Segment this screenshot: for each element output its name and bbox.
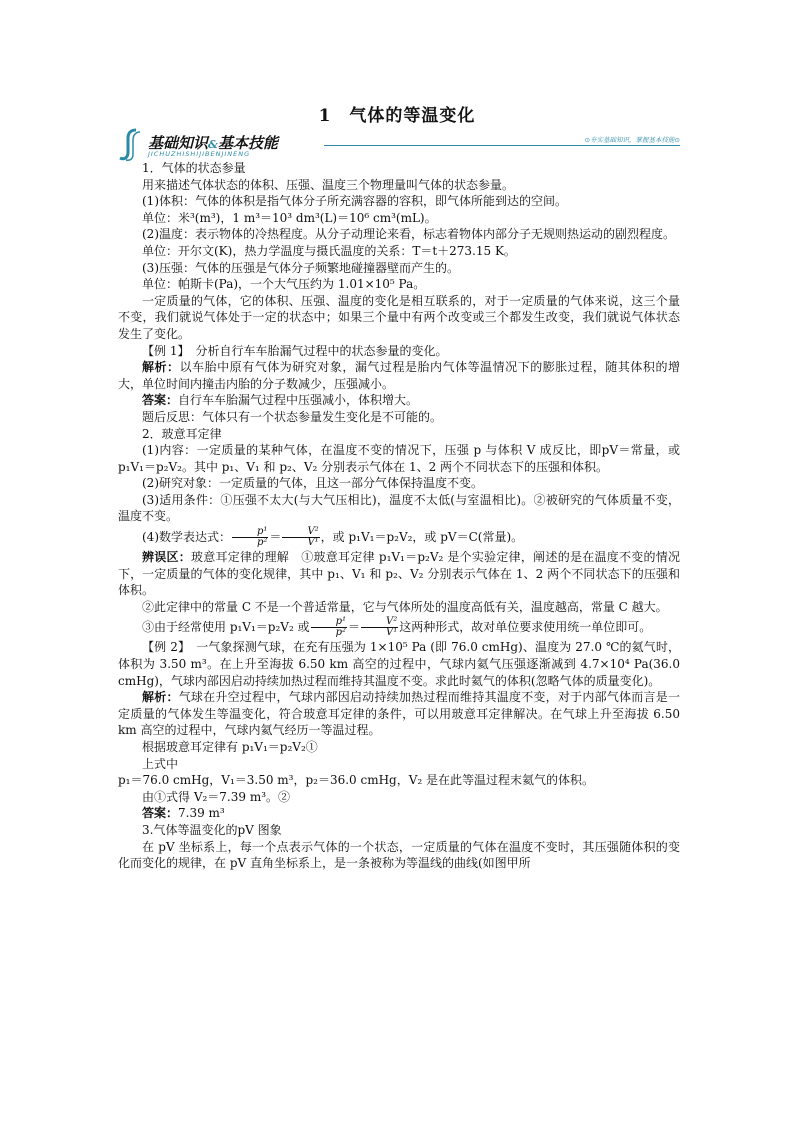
- banner-pinyin: JICHUZHISHIJIBENJINENG: [148, 150, 251, 158]
- paragraph: 单位：米³(m³)，1 m³＝10³ dm³(L)＝10⁶ cm³(mL)。: [142, 210, 437, 225]
- page-title: 1 气体的等温变化: [318, 106, 476, 126]
- paragraph: (2)研究对象：一定质量的气体，且这一部分气体保持温度不变。: [142, 476, 484, 491]
- equation: 根据玻意耳定律有 p₁V₁＝p₂V₂①: [142, 740, 318, 754]
- section-1-heading: 1．气体的状态参量: [142, 161, 246, 175]
- section-2-heading: 2．玻意耳定律: [142, 426, 222, 441]
- banner-title: 基础知识&基本技能: [148, 134, 278, 152]
- paragraph: (3)适用条件：①压强不太大(与大气压相比)，温度不太低(与室温相比)。②被研究的气体质量不变，温度不变。: [118, 492, 680, 524]
- math-expression: ③由于经常使用 p₁V₁＝p₂V₂ 或 $\frac{\text{p¹}}{\text{p²}}$ ＝ $\frac{\text{V²}}{\text{V¹}}$ 这两种形式，故对单位要求使用统一单位即可。: [142, 616, 652, 639]
- paragraph: 一定质量的气体，它的体积、压强、温度的变化是相互联系的，对于一定质量的气体来说，这三个量不变，我们就说气体处于一定的状态中；如果三个量中有两个改变或三个都发生改变，我们就说气体状态发生了变化。: [118, 293, 680, 341]
- paragraph: 上式中: [142, 756, 179, 771]
- section-3-heading: 3.气体等温变化的pV 图象: [142, 822, 282, 837]
- document-body: [118, 160, 680, 872]
- paragraph: (1)内容：一定质量的某种气体，在温度不变的情况下，压强 p 与体积 V 成反比，即pV＝常量，或 p₁V₁＝p₂V₂。其中 p₁、V₁ 和 p₂、V₂ 分别表示气体在 1、2 两个不同状态下的压强和体积。: [118, 443, 680, 474]
- math-expression: (4)数学表达式： $\frac{\text{p¹}}{\text{p²}}$ ＝ $\frac{\text{V²}}{\text{V¹}}$ ，或 p₁V₁＝p₂V₂，或 pV＝C(常量)。: [142, 526, 524, 549]
- example-2-analysis: 解析：气球在升空过程中，气球内部因启动持续加热过程而维持其温度不变，对于内部气体而言是一定质量的气体发生等温变化，符合玻意耳定律的条件，可以用玻意耳定律解决。在气球上升至海拔 6.50 km 高空的过程中，气球内氦气经历一等温过程。: [118, 690, 680, 738]
- fraction-p: $\frac{\text{p¹}}{\text{p²}}$: [232, 527, 268, 548]
- fraction-p: $\frac{\text{p¹}}{\text{p²}}$: [311, 617, 347, 638]
- fraction-v: $\frac{\text{V²}}{\text{V¹}}$: [282, 527, 319, 548]
- paragraph: (1)体积：气体的体积是指气体分子所充满容器的容积，即气体所能到达的空间。: [142, 194, 568, 209]
- example-2-question: 【例 2】 一气象探测气球，在充有压强为 1×10⁵ Pa (即 76.0 cmHg)、温度为 27.0 ℃的氦气时，体积为 3.50 m³。在上升至海拔 6.50 km 高空的过程中，气球内氦气压强逐渐减到 4.7×10⁴ Pa(36.0 cmHg)，气球内部因启动持续加热过程而维持其温度不变。求此时氦气的体积(忽略气体的质量变化)。: [118, 640, 680, 688]
- paragraph: (3)压强：气体的压强是气体分子频繁地碰撞器壁而产生的。: [142, 260, 460, 275]
- example-1-reflection: 题后反思：气体只有一个状态参量发生变化是不可能的。: [142, 409, 443, 424]
- paragraph: p₁＝76.0 cmHg，V₁＝3.50 m³，p₂＝36.0 cmHg，V₂ 是在此等温过程末氦气的体积。: [118, 773, 595, 788]
- banner-slogan: ⊙夯实基础知识，掌握基本技能⊙: [584, 136, 680, 144]
- paragraph: ②此定律中的常量 C 不是一个普适常量，它与气体所处的温度高低有关，温度越高，常量 C 越大。: [142, 599, 668, 614]
- misconception-note: 辨误区：玻意耳定律的理解 ①玻意耳定律 p₁V₁＝p₂V₂ 是个实验定律，阐述的是在温度不变的情况下，一定质量的气体的变化规律，其中 p₁、V₁ 和 p₂、V₂ 分别表示气体在 1、2 两个不同状态下的压强和体积。: [118, 550, 680, 598]
- paragraph: 单位：开尔文(K)，热力学温度与摄氏温度的关系：T＝t＋273.15 K。: [142, 243, 516, 258]
- banner-divider: [324, 145, 680, 146]
- paragraph: 单位：帕斯卡(Pa)，一个大气压约为 1.01×10⁵ Pa。: [142, 277, 426, 292]
- fraction-v: $\frac{\text{V²}}{\text{V¹}}$: [361, 617, 398, 638]
- paragraph: 用来描述气体状态的体积、压强、温度三个物理量叫气体的状态参量。: [142, 177, 515, 192]
- banner-logo-icon: [118, 128, 148, 162]
- section-banner: [118, 128, 680, 164]
- example-1-analysis: 解析：以车胎中原有气体为研究对象，漏气过程是胎内气体等温情况下的膨胀过程，随其体积的增大，单位时间内撞击内胎的分子数减少，压强减小。: [118, 360, 680, 391]
- equation: 由①式得 V₂＝7.39 m³。②: [142, 789, 291, 804]
- paragraph: 在 pV 坐标系上，每一个点表示气体的一个状态，一定质量的气体在温度不变时，其压强随体积的变化而变化的规律，在 pV 直角坐标系上，是一条被称为等温线的曲线(如图甲所: [118, 839, 680, 871]
- example-1-question: 【例 1】 分析自行车车胎漏气过程中的状态参量的变化。: [142, 343, 448, 358]
- paragraph: (2)温度：表示物体的冷热程度。从分子动理论来看，标志着物体内部分子无规则热运动的剧烈程度。: [142, 227, 676, 242]
- example-1-answer: 答案：自行车车胎漏气过程中压强减小，体积增大。: [142, 393, 419, 408]
- example-2-answer: 答案：7.39 m³: [142, 806, 225, 821]
